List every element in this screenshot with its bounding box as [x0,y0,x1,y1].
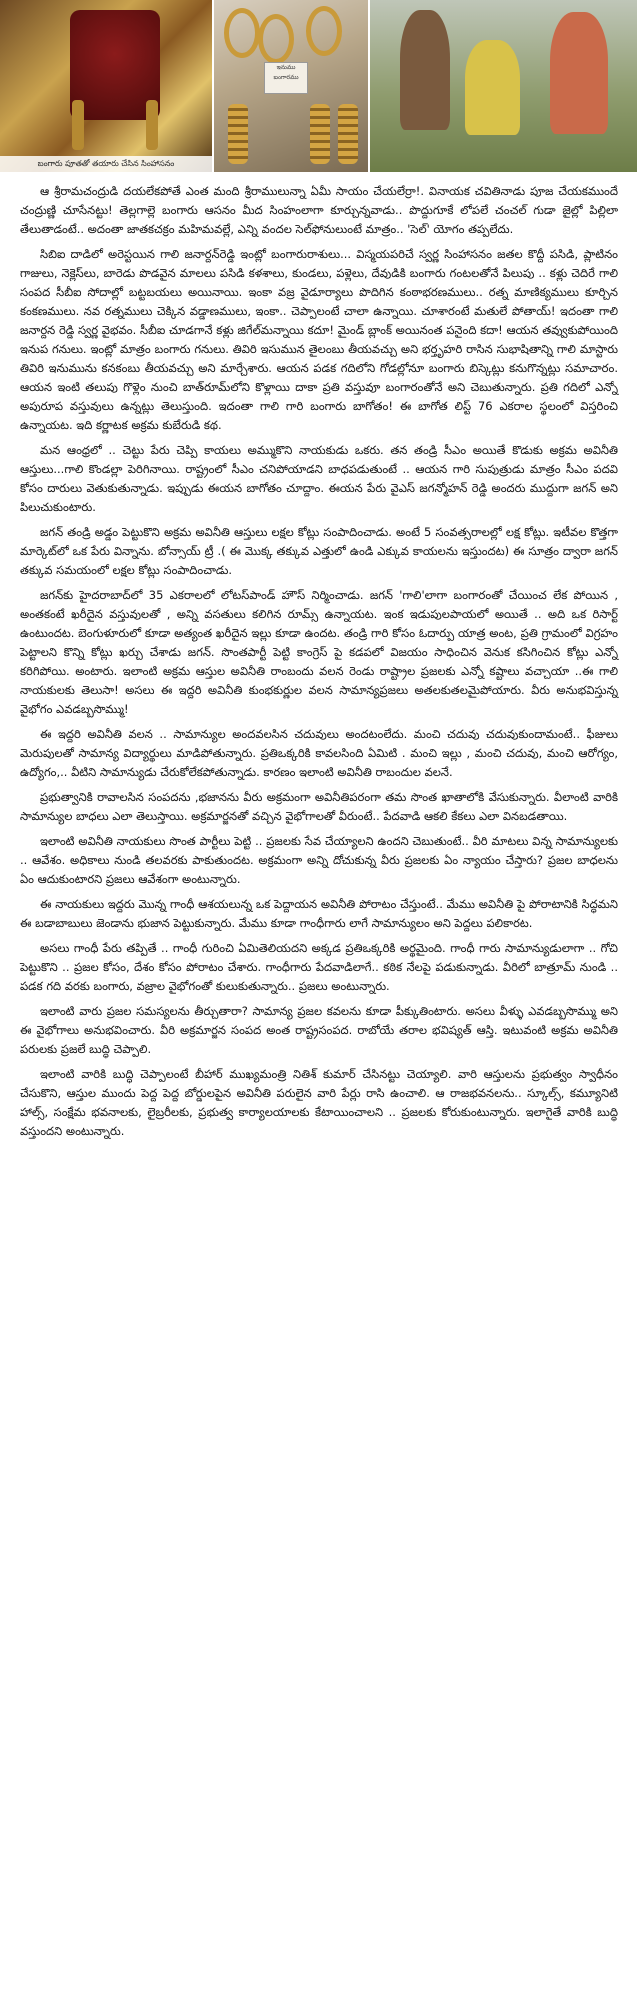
article-paragraph: ప్రభుత్వానికి రావాలసిన సంపదను ,భజానను వీరు అక్రమంగా అవినీతిపరంగా తమ సొంత ఖాతాలోకి వేసుకున్నారు. వీలాంటి వారికి సామాన్యుల బాధలు ఎలా తెలుస్తాయి. అక్రమార్జనతో వచ్చిన వైభోగాలతో వీరుంటే.. పేదవాడి ఆకలి కేకలు ఎలా వినబడతాయి. [20,790,618,823]
article-paragraph: అసలు గాంధీ పేరు తప్పితే .. గాంధీ గురించి ఏమితెలియదని అక్కడ ప్రతిఒక్కరికి అర్థమైంది. గాంధీ గారు సామాన్యుడులాగా .. గోచి పెట్టుకొని .. ప్రజల కోసం, దేశం కోసం పోరాటం చేశారు. గాంధీగారు పేదవాడిలాగే.. కఠిక నేలపై పడుకున్నాడు. వీరిలో బాత్రూమ్ నుండి .. పడక గది వరకు బంగారు, వజ్రాల వైభోగంతో కులుకుతున్నారు.. ప్రజలు అంటున్నారు. [20,941,618,993]
article-paragraph: ఇలాంటి వారు ప్రజల సమస్యలను తీర్చుతారా? సామాన్య ప్రజల కవలను కూడా పీక్కుతింటారు. అసలు వీళ్ళు ఎవడబ్బసొమ్ము అని ఈ వైభోగాలు అనుభవించారు. వీరి అక్రమార్జన సంపద అంత రాష్ట్రసంపద. రాబోయే తరాల భవిష్యత్ ఆస్తి. ఇటువంటి అక్రమ అవినీతి పరులకు ప్రజలే బుద్ధి చెప్పాలి. [20,1004,618,1056]
photo-caption: బంగారు పూతతో తయారు చేసిన సింహాసనం [0,156,212,172]
article-paragraph: జగన్ తండ్రి అడ్డం పెట్టుకొని అక్రమ అవినీతి ఆస్తులు లక్షల కోట్లు సంపాదించాడు. అంటే 5 సంవత్సరాలల్లో లక్ష కోట్లు. ఇటీవల కొత్తగా మార్కెట్‌లో ఒక పేరు విన్నాను. బోన్సాయ్ ట్రీ .( ఈ మొక్క తక్కువ ఎత్తులో ఉండి ఎక్కువ కాయలను ఇస్తుందట) ఈ సూత్రం ద్వారా జగన్ తక్కువ సమయంలో లక్షల కోట్లు సంపాదించాడు. [20,525,618,577]
child-figure [550,12,608,134]
bangle-stack [338,104,358,164]
bangle-shape [306,6,342,56]
bangle-shape [224,8,260,58]
bangle-stack [310,104,330,164]
article-body [20,182,618,1147]
article-paragraph: మన ఆంధ్రలో .. చెట్టు పేరు చెప్పి కాయలు అమ్ముకొని నాయకుడు ఒకరు. తన తండ్రి సీఎం అయితే కొడుకు అక్రమ అవినీతి ఆస్తులు...గాలి కొండల్లా పెరిగినాయి. రాష్ట్రంలో సీఎం చనిపోయాడని బాధపడుతుంటే .. ఆయన గారి సుపుత్రుడు మాత్రం సీఎం పదవి కోసం దారులు వెతుకుతున్నాడు. ఇప్పుడు ఈయన బాగోతం చూద్దాం. ఈయన పేరు వైఎస్ జగన్మోహన్ రెడ్డి అందరు ముద్దుగా జగన్ అని పిలుచుకుంటారు. [20,443,618,514]
bangle-shape [258,14,294,64]
bangle-stack [228,104,248,164]
poor-children-photo [370,0,637,172]
throne-leg [72,100,84,150]
article-paragraph: సిబిఐ దాడిలో అరెస్టయిన గాలి జనార్దన్‌రెడ్డి ఇంట్లో బంగారురాశులు... విస్మయపరిచే స్వర్ణ సింహాసనం జతల కొద్దీ పసిడి, ప్లాటినం గాజులు, నెక్లెస్‌లు, బారెడు పొడవైన మాలలు పసిడి కళశాలు, కుండలు, పళ్లెలు, దేవుడికి బంగారు గంటలతోనే పిలుపు .. కళ్లు చెదిరే గాలి సంపద సీబీఐ సోదాల్లో బట్టబయలు అయినాయి. ఇంకా వజ్ర వైడూర్యాలు పొదిగిన కంఠాభరణములు.. రత్న మాణిక్యములు కూర్చిన కంకణములు. నవ రత్నములు చెక్కిన వడ్డాణములు, ఇంకా.. చెప్పాలంటే చాలా ఉన్నాయి. చూశారంటే మతులే పోతాయ్! ఇదంతా గాలి జనార్దన రెడ్డి స్వర్ణ వైభవం. సీబీఐ చూడగానే కళ్లు జిగేల్‌మన్నాయి కదూ! మైండ్ బ్లాంక్ అయినంత పనైంది కదా! ఆయన తవ్వుకుపోయింది ఇనుప గనులు. ఇంట్లో మాత్రం బంగారు గనులు. తివిరి ఇసుమున తైలంబు తీయవచ్చు అని భర్తృహరి రాసిన సుభాషితాన్ని గాలి మాస్టారు తివిరి ఇనుమును కనకంబు తీయవచ్చు అని మార్చేశారు. ఆయన పడక గదిలోని గోడల్లోనూ బంగారు బిస్కెట్లు కనుగొన్నట్లు సమాచారం. ఆయన ఇంటి తలుపు గొళ్లెం నుంచి బాత్‌రూమ్‌లోని కొళ్లాయి దాకా ప్రతి వస్తువూ బంగారంతోనే అని చెబుతున్నారు. ప్రతి గదిలో ఎన్నో అపురూప వస్తువులు ఉన్నట్లు తెలుస్తుంది. ఇదంతా గాలి గారి బంగారు బాగోతం! ఈ బాగోత లిస్ట్ 76 ఎకరాల స్థలంలో విస్తరించి ఉన్నాయట. ఇది కర్ణాటక అక్రమ కుబేరుడి కథ. [20,247,618,432]
throne-leg [146,100,158,150]
header-photo-strip [0,0,637,172]
gold-jewellery-photo [214,0,368,172]
article-paragraph: ఆ శ్రీరామచంద్రుడి దయలేకపోతే ఎంత మంది శ్రీరాములున్నా ఏమీ సాయం చేయలేర్రా!. వినాయక చవితినాడు పూజ చేయకముందే చంద్రుణ్ణి చూసేనట్టు! తెల్లగాల్లె బంగారు ఆసనం మీద సింహంలాగా కూర్చున్నవాడు.. పొద్దుగూకే లోపలే చంచల్ గుడా జైల్లో పిల్లిలా తేలుతాడంటే.. అదంతా జాతకచక్రం మహిమవల్లే, ఎన్ని వందల సెల్‌ఫోనులుంటే మాత్రం.. 'సెల్' యోగం తప్పలేదు. [20,184,618,236]
article-paragraph: ఈ నాయకులు ఇద్దరు మొన్న గాంధీ ఆశయలున్న ఒక పెద్దాయన అవినీతి పోరాటం చేస్తుంటే.. మేము అవినీతి పై పోరాటానికి సిద్ధమని ఈ బడాబాబులు జెండాను భుజాన పెట్టుకున్నారు. మేము కూడా గాంధీగారు లాగే సామాన్యులం అని పెద్దలు పలికారట. [20,897,618,930]
article-paragraph: ఇలాంటి అవినీతి నాయకులు సొంత పార్టీలు పెట్టి .. ప్రజలకు సేవ చేయ్యాలని ఉందని చెబుతుంటే.. వీరి మాటలు విన్న సామాన్యులకు .. ఆవేశం. అధికాలు నుండి తలవరకు పాకుతుందట. అక్రమంగా అన్ని దోచుకున్న వీరు ప్రజలకు ఏం న్యాయం చేస్తారు? ప్రజల బాధలను ఏం ఆదుకుంటారని ప్రజలు ఆవేశంగా అంటున్నారు. [20,834,618,886]
article-paragraph: ఈ ఇద్దరి అవినీతి వలన .. సామాన్యుల అందవలసిన చదువులు అందటంలేదు. మంచి చదువు చదువుకుందామంటే.. ఫీజులు మెరుపులతో సామాన్య విద్యార్థులు మాడిపోతున్నారు. ప్రతిఒక్కరికి కావలసింది ఏమిటి . మంచి ఇల్లు , మంచి చదువు, మంచి ఆరోగ్యం, ఉద్యోగం,.. వీటిని సామాన్యుడు చేరుకోలేకపోతున్నాడు. కారణం ఇలాంటి అవినీతి రాబందుల వలనే. [20,727,618,779]
article-paragraph: ఇలాంటి వారికి బుద్ధి చెప్పాలంటే బీహార్ ముఖ్యమంత్రి నితిశ్ కుమార్ చేసినట్టు చెయ్యాలి. వారి ఆస్తులను ప్రభుత్వం స్వాధీనం చేసుకొని, ఆస్తుల ముందు పెద్ద పెద్ద బోర్డులపైన అవినీతి పరులైన వారి పేర్లు రాసి ఉంచాలి. ఆ రాజభవనలను.. స్కూల్స్, కమ్యూనిటి హాల్స్, సంక్షేమ భవనాలకు, లైబ్రరీలకు, ప్రభుత్వ కార్యాలయాలకు కేటాయించాలని .. ప్రజలకు కోరుకుంటున్నారు. ఇలాగైతే వారికి బుద్ధి వస్తుందని అంటున్నారు. [20,1067,618,1138]
jewel-tag: ఇనుము బంగారము [264,62,308,94]
golden-throne-photo [0,0,212,172]
article-paragraph: జగన్‌కు హైదరాబాద్‌లో 35 ఎకరాలలో లోటస్‌పాండ్ హౌస్ నిర్మించాడు. జగన్ 'గాలి'లాగా బంగారంతో చేయించ లేక పోయిన , అంతకంటే ఖరీదైన వస్తువులతో , అన్ని వసతులు కలిగిన రూమ్స్ ఉన్నాయట. ఇంక ఇడుపులపాయలో అయితే .. అది ఒక రిసార్ట్ ఉంటుందట. బెంగుళూరులో కూడా అత్యంత ఖరీదైన ఇల్లు కూడా ఉందట. తండ్రి గారి కోసం ఓదార్పు యాత్ర అంట, ప్రతి గ్రామంలో విగ్రహం పెట్టాలని కొన్ని కోట్లు ఖర్చు చేశాడు జగన్. సొంతపార్టీ పెట్టి కాంగ్రెస్ పై కడపలో విజయం సాధించిన వెనుక కసిగించిన కోట్లు ఎన్నో కరిగిపోయి. అంటారు. ఇలాంటి అక్రమ ఆస్తుల అవినీతి రాంబందు వలన రెండు రాష్ట్రాల ప్రజలకు ఎన్నో కష్టాలు వచ్చాయా ..ఈ గాలి నాయకులకు తెలుసా! అసలు ఈ ఇద్దరి అవినీతి కుంభకుర్ణుల వలన సామాన్యప్రజలు అతలకుతలమైపోయారు. వీరు అనుభవిస్తున్న వైభోగం ఎవడబ్బసొమ్ము! [20,588,618,716]
child-figure [465,40,520,135]
child-figure [400,10,450,130]
